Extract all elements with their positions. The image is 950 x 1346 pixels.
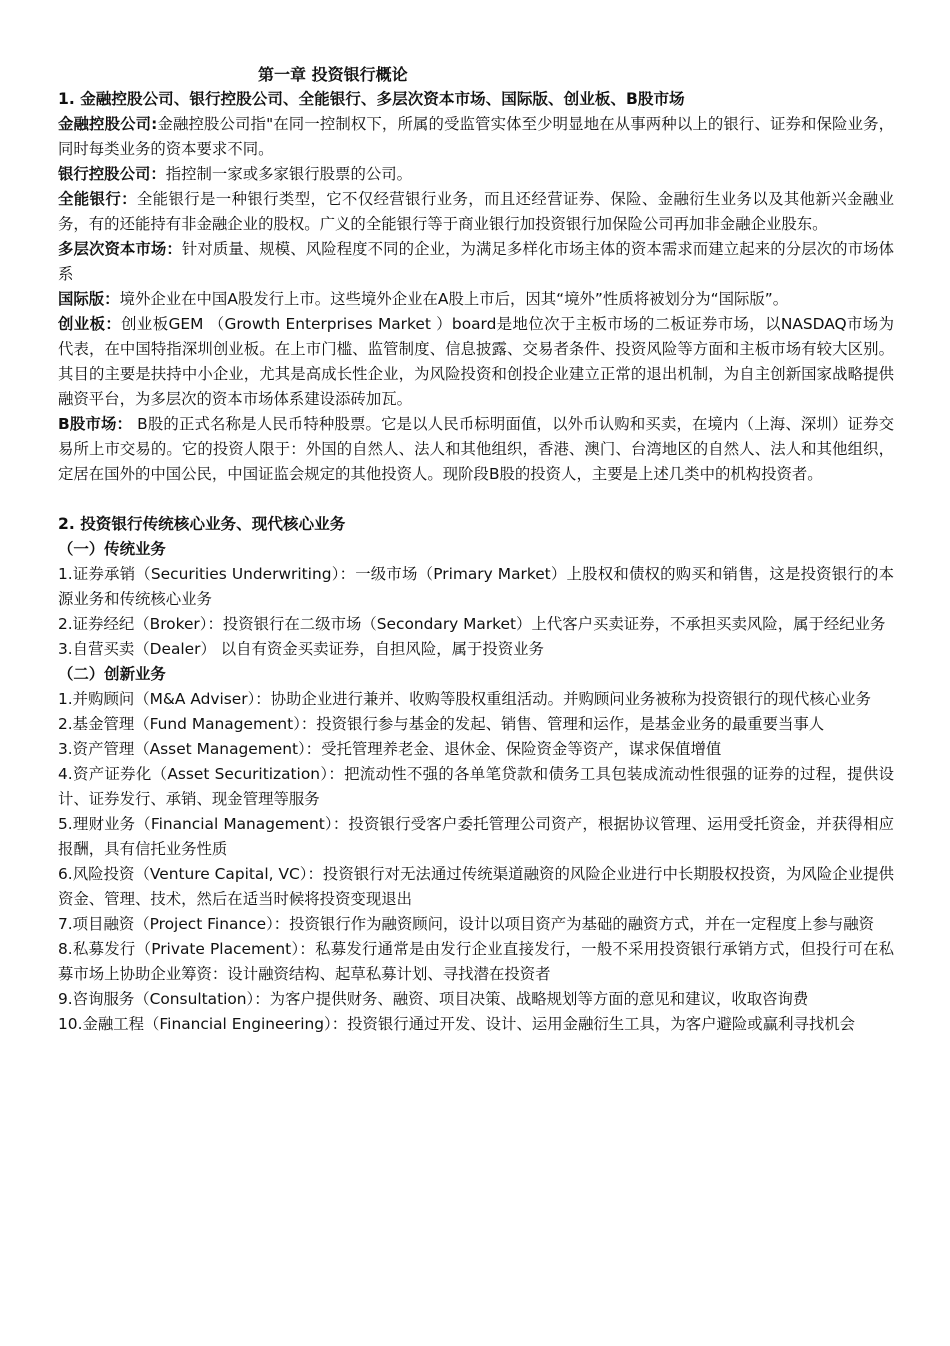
definition-term: 国际版： [58,290,120,308]
list-item: 8.私募发行（Private Placement）：私募发行通常是由发行企业直接发行，一般不采用投资银行承销方式，但投行可在私募市场上协助企业筹资：设计融资结构、起草私募计划、寻找潜在投资者 [58,940,894,983]
definition-text: 金融控股公司指"在同一控制权下，所属的受监管实体至少明显地在从事两种以上的银行、证券和保险业务，同时每类业务的资本要求不同。 [58,115,894,158]
definition-text: 创业板GEM （Growth Enterprises Market ）board是地位次于主板市场的二板证券市场，以NASDAQ市场为代表，在中国特指深圳创业板。在上市门槛、监管制度、信息披露、交易者条件、投资风险等方面和主板市场有较大区别。其目的主要是扶持中小企业，尤其是高成长性企业，为风险投资和创投企业建立正常的退出机制，为自主创新国家战略提供融资平台，为多层次的资本市场体系建设添砖加瓦。 [58,315,894,408]
spacer [58,487,894,512]
definition-paragraph [58,112,894,162]
definition-paragraph [58,312,894,412]
definition-text: 全能银行是一种银行类型，它不仅经营银行业务，而且还经营证券、保险、金融衍生业务以及其他新兴金融业务，有的还能持有非金融企业的股权。广义的全能银行等于商业银行加投资银行加保险公司再加非金融企业股东。 [58,190,894,233]
list-item: 2.证券经纪（Broker）：投资银行在二级市场（Secondary Market）上代客户买卖证券，不承担买卖风险，属于经纪业务 [58,615,886,633]
definition-text: B股的正式名称是人民币特种股票。它是以人民币标明面值，以外币认购和买卖，在境内（上海、深圳）证券交易所上市交易的。它的投资人限于：外国的自然人、法人和其他组织，香港、澳门、台湾地区的自然人、法人和其他组织，定居在国外的中国公民，中国证监会规定的其他投资人。现阶段B股的投资人，主要是上述几类中的机构投资者。 [58,415,895,483]
list-item: 2.基金管理（Fund Management）：投资银行参与基金的发起、销售、管理和运作，是基金业务的最重要当事人 [58,715,825,733]
list-item: 7.项目融资（Project Finance）：投资银行作为融资顾问，设计以项目资产为基础的融资方式，并在一定程度上参与融资 [58,915,874,933]
document-page [58,62,894,1037]
chapter-title: 第一章 投资银行概论 [258,65,408,84]
list-item: 6.风险投资（Venture Capital, VC）：投资银行对无法通过传统渠道融资的风险企业进行中长期股权投资，为风险企业提供资金、管理、技术，然后在适当时候将投资变现退出 [58,865,894,908]
definition-paragraph [58,287,894,312]
definition-text: 针对质量、规模、风险程度不同的企业，为满足多样化市场主体的资本需求而建立起来的分层次的市场体系 [58,240,894,283]
list-item: 9.咨询服务（Consultation）：为客户提供财务、融资、项目决策、战略规划等方面的意见和建议，收取咨询费 [58,990,809,1008]
definition-term: 多层次资本市场： [58,240,182,258]
innovative-title: （二）创新业务 [58,665,166,683]
list-item: 5.理财业务（Financial Management）：投资银行受客户委托管理公司资产，根据协议管理、运用受托资金，并获得相应报酬，具有信托业务性质 [58,815,894,858]
section2-heading: 2. 投资银行传统核心业务、现代核心业务 [58,515,346,533]
traditional-title: （一）传统业务 [58,540,166,558]
list-item: 1.证券承销（Securities Underwriting）：一级市场（Primary Market）上股权和债权的购买和销售，这是投资银行的本源业务和传统核心业务 [58,565,894,608]
definition-paragraph [58,187,894,237]
definition-term: B股市场： [58,415,133,433]
list-item: 3.资产管理（Asset Management）：受托管理养老金、退休金、保险资金等资产，谋求保值增值 [58,740,722,758]
list-item: 1.并购顾问（M&A Adviser）：协助企业进行兼并、收购等股权重组活动。并购顾问业务被称为投资银行的现代核心业务 [58,690,871,708]
definition-text: 指控制一家或多家银行股票的公司。 [165,165,413,183]
section1-heading: 1. 金融控股公司、银行控股公司、全能银行、多层次资本市场、国际版、创业板、B股市场 [58,90,685,108]
list-item: 3.自营买卖（Dealer） 以自有资金买卖证券，自担风险，属于投资业务 [58,640,544,658]
definition-paragraph [58,237,894,287]
definition-term: 金融控股公司: [58,115,158,133]
definition-term: 银行控股公司： [58,165,166,183]
list-item: 4.资产证券化（Asset Securitization）：把流动性不强的各单笔贷款和债务工具包装成流动性很强的证券的过程，提供设计、证券发行、承销、现金管理等服务 [58,765,894,808]
definition-term: 全能银行： [58,190,137,208]
list-item: 10.金融工程（Financial Engineering）：投资银行通过开发、设计、运用金融衍生工具，为客户避险或赢利寻找机会 [58,1015,856,1033]
definition-text: 境外企业在中国A股发行上市。这些境外企业在A股上市后，因其“境外”性质将被划分为“国际版”。 [119,290,789,308]
definition-paragraph [58,412,894,487]
definition-paragraph [58,162,894,187]
definition-term: 创业板： [58,315,122,333]
